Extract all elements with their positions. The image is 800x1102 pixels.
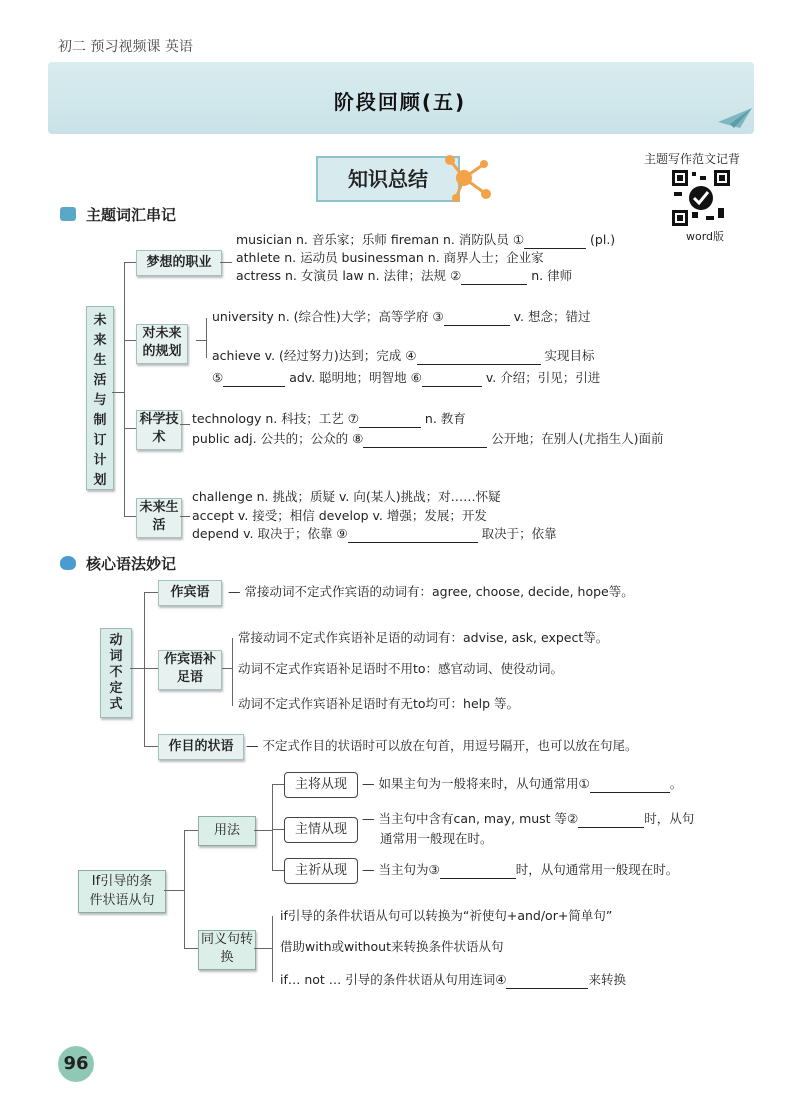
infinitive-complement-line: 动词不定式作宾语补足语时不用to：感官动词、使役动词。 (238, 661, 564, 676)
vocab-line: depend v. 取决于；依靠 ⑨ 取决于；依靠 (192, 526, 557, 541)
connector (124, 516, 136, 517)
infinitive-adverbial-text: — 不定式作目的状语时可以放在句首，用逗号隔开，也可以放在句尾。 (246, 738, 638, 753)
infinitive-object-text: — 常接动词不定式作宾语的动词有：agree, choose, decide, hope等。 (228, 584, 634, 599)
connector (254, 948, 272, 949)
vocab-line: public adj. 公共的；公众的 ⑧ 公开地；在别人(尤指生人)面前 (192, 431, 664, 446)
connector (130, 668, 144, 669)
connector (272, 784, 284, 785)
qr-code-icon[interactable] (670, 168, 732, 228)
grammar-section-title: 核心语法妙记 (86, 555, 177, 573)
connector (220, 262, 232, 263)
usage-item-text: — 如果主句为一般将来时，从句通常用① 。 (362, 776, 683, 791)
infinitive-complement-line: 常接动词不定式作宾语补足语的动词有：advise, ask, expect等。 (238, 630, 609, 645)
bag-icon (60, 556, 76, 570)
usage-item-text: — 当主句中含有can, may, must 等② 时，从句 (362, 811, 695, 826)
synonym-line: 借助with或without来转换条件状语从句 (280, 939, 504, 954)
infinitive-root-label (100, 628, 132, 718)
vocab-line: accept v. 接受；相信 develop v. 增强；发展；开发 (192, 508, 487, 523)
infinitive-root-text: 动词不定式 (109, 633, 123, 712)
connector (254, 830, 272, 831)
connector (180, 516, 190, 517)
if-clause-root-text: If引导的条件状语从句 (89, 874, 155, 908)
connector (272, 829, 284, 830)
if-usage-node: 用法 (198, 816, 256, 846)
connector (232, 638, 233, 706)
branch-dream-career: 梦想的职业 (136, 250, 222, 276)
synonym-line: if引导的条件状语从句可以转换为“祈使句+and/or+简单句” (280, 908, 613, 923)
vocab-section-title: 主题词汇串记 (86, 206, 177, 224)
connector (222, 668, 232, 669)
person-icon (60, 207, 76, 221)
usage-item-text: — 当主句为③ 时，从句通常用一般现在时。 (362, 862, 679, 877)
connector (124, 340, 136, 341)
connector (196, 340, 206, 341)
if-synonym-node: 同义句转换 (198, 930, 256, 970)
connector (112, 392, 124, 393)
vocab-line: achieve v. (经过努力)达到；完成 ④ 实现目标 (212, 348, 595, 363)
infinitive-complement-line: 动词不定式作宾语补足语时有无to均可：help 等。 (238, 696, 520, 711)
connector (184, 830, 185, 948)
connector (164, 890, 184, 891)
infinitive-object-node: 作宾语 (158, 580, 222, 606)
qr-caption: 主题写作范文记背 (644, 152, 741, 166)
summary-title: 知识总结 (316, 156, 460, 202)
usage-item-label: 主祈从现 (284, 858, 358, 884)
vocab-root-text: 未来生活与制订计划 (93, 313, 107, 488)
usage-item-text-line2: 通常用一般现在时。 (380, 831, 493, 846)
connector (124, 262, 125, 516)
branch-future-life: 未来生活 (136, 498, 182, 538)
connector (144, 592, 158, 593)
vocab-line: challenge n. 挑战；质疑 v. 向(某人)挑战；对……怀疑 (192, 489, 501, 504)
infinitive-adverbial-node: 作目的状语 (158, 734, 244, 760)
connector (272, 870, 284, 871)
if-clause-root-node (78, 870, 166, 913)
vocab-line: university n. (综合性)大学；高等学府 ③ v. 想念；错过 (212, 309, 591, 324)
connector (272, 784, 273, 870)
usage-item-label: 主将从现 (284, 772, 358, 798)
molecule-icon (442, 150, 492, 206)
vocab-line: musician n. 音乐家；乐师 fireman n. 消防队员 ① (pl.) (236, 232, 616, 247)
connector (272, 916, 273, 982)
connector (124, 262, 136, 263)
synonym-line: if… not … 引导的条件状语从句用连词④ 来转换 (280, 972, 626, 987)
branch-future-plan: 对未来的规划 (136, 324, 188, 364)
connector (180, 424, 190, 425)
connector (184, 830, 198, 831)
connector (144, 592, 145, 746)
connector (206, 318, 207, 358)
vocab-line: ⑤ adv. 聪明地；明智地 ⑥ v. 介绍；引见；引进 (212, 370, 601, 385)
book-label: 初二 预习视频课 英语 (58, 39, 193, 55)
page-number: 96 (58, 1046, 94, 1082)
vocab-line: technology n. 科技；工艺 ⑦ n. 教育 (192, 411, 466, 426)
connector (144, 746, 158, 747)
qr-word-label: word版 (686, 230, 725, 243)
vocab-root-label (86, 306, 114, 490)
vocab-line: actress n. 女演员 law n. 法律；法规 ② n. 律师 (236, 268, 573, 283)
paper-plane-icon (718, 108, 752, 128)
infinitive-complement-node: 作宾语补足语 (158, 650, 222, 690)
connector (144, 668, 158, 669)
connector (124, 428, 136, 429)
branch-science-tech: 科学技术 (136, 410, 182, 450)
usage-item-label: 主情从现 (284, 817, 358, 843)
page-title: 阶段回顾(五) (333, 90, 467, 114)
vocab-line: athlete n. 运动员 businessman n. 商界人士；企业家 (236, 250, 544, 265)
connector (184, 948, 198, 949)
